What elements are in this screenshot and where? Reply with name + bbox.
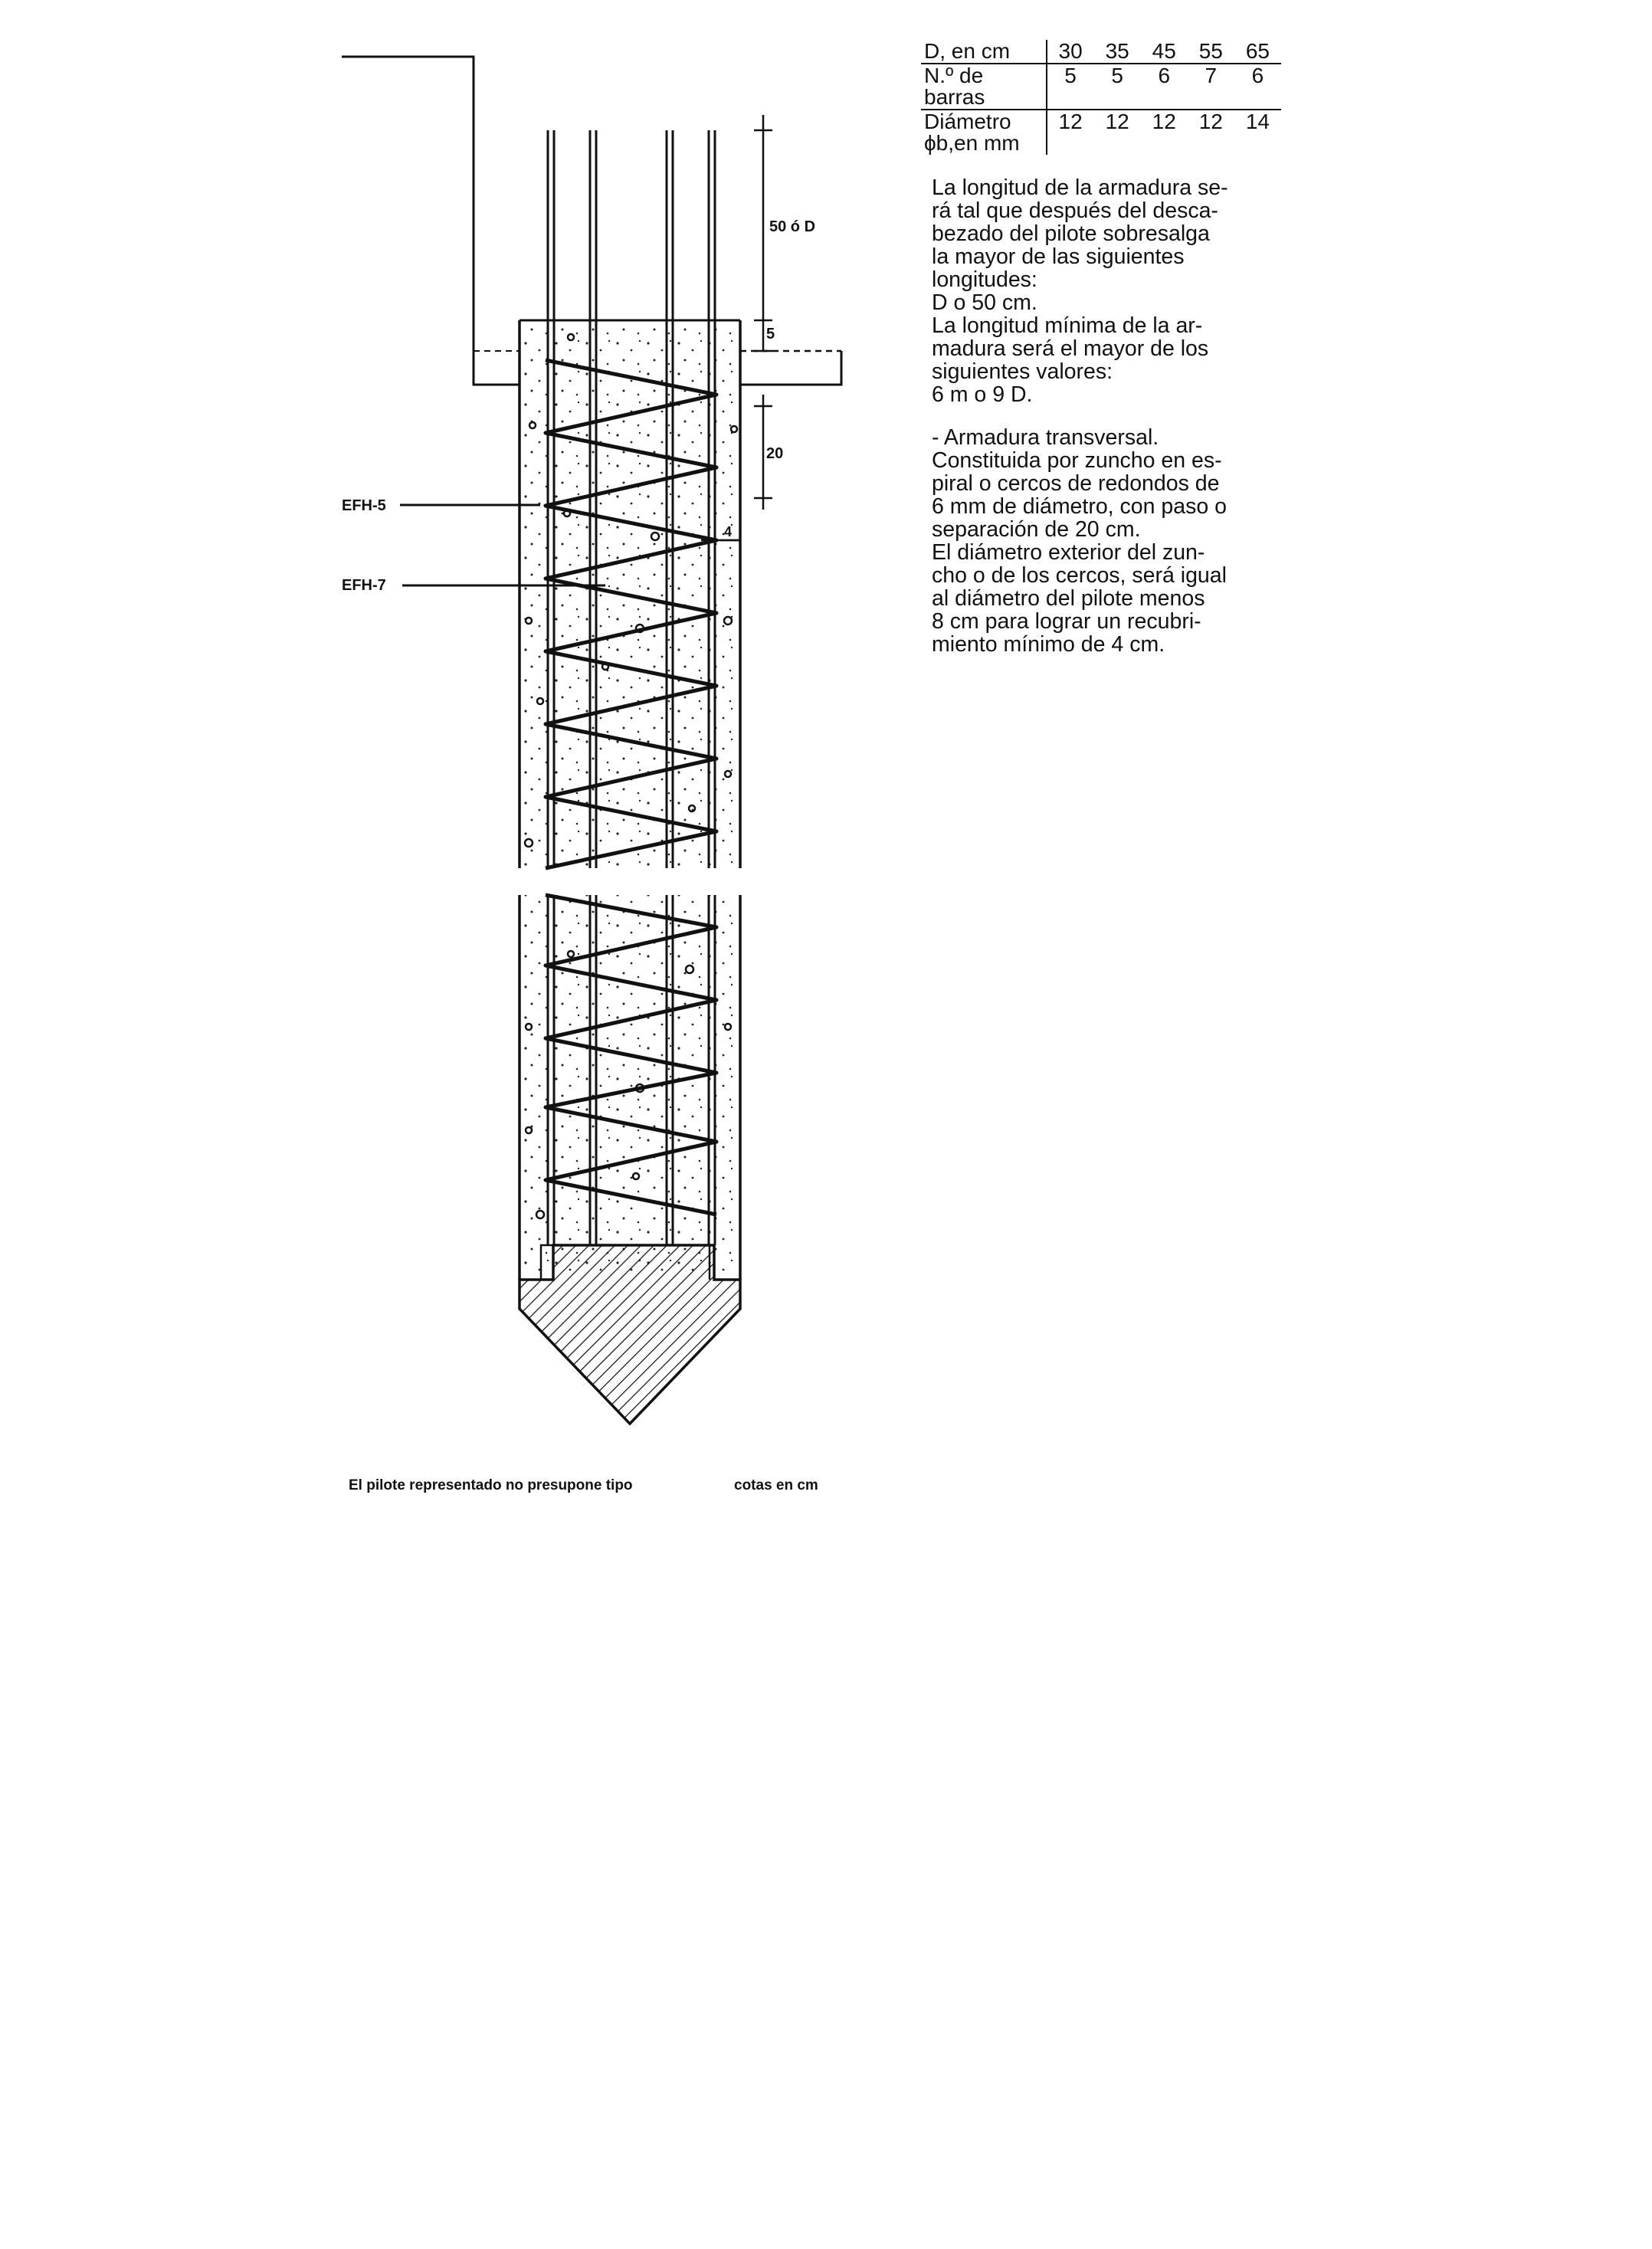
table-cell: 35 (1094, 40, 1141, 64)
table-cell: 14 (1245, 110, 1270, 133)
label-efh5: EFH-5 (342, 497, 386, 514)
table-cell: 5 (1094, 64, 1141, 110)
table-row-header: N.º de barras (921, 64, 1047, 110)
table-cell: 6 (1141, 64, 1188, 110)
label-efh7: EFH-7 (342, 577, 386, 594)
caption-left: El pilote representado no presupone tipo (349, 1477, 633, 1493)
notes-paragraph-length: La longitud de la armadura se- rá tal que después del desca- bezado del pilote sobresalga la mayor de las siguientes longitudes: D o 50 cm. La longitud mínima de la ar- madura será el mayor de los siguientes valores: 6 m o 9 D. (932, 175, 1228, 407)
table-row (921, 110, 1281, 155)
table-cell: 65 (1234, 40, 1281, 64)
dim-top-text: 50 ó D (769, 218, 816, 235)
table-row (921, 40, 1281, 64)
table-cell: 6 (1234, 64, 1281, 110)
table-cell: 12 (1152, 110, 1176, 133)
table-row (921, 64, 1281, 110)
table-cell: 12 (1058, 110, 1083, 133)
notes-paragraph-transverse: - Armadura transversal. Constituida por zuncho en es- piral o cercos de redondos de 6 mm de diámetro, con paso o separación de 20 cm. El diámetro exterior del zun- cho o de los cercos, será igual al diámetro del pilote menos 8 cm para lograr un recubri- miento mínimo de 4 cm. (932, 425, 1227, 657)
table-cell: 30 (1047, 40, 1094, 64)
table-cell: 55 (1188, 40, 1234, 64)
table-cell: 5 (1047, 64, 1094, 110)
table-cell: 45 (1141, 40, 1188, 64)
dim-pitch-text: 20 (766, 445, 784, 462)
table-cell: 12 (1198, 110, 1223, 133)
caption-right: cotas en cm (734, 1477, 818, 1493)
dim-cover-text: 4 (724, 524, 733, 539)
pile-concrete-lower (520, 895, 740, 1280)
table-row-header: D, en cm (921, 40, 1047, 64)
table-row-header: Diámetro ϕb,en mm (921, 110, 1047, 155)
dim-mid-text: 5 (766, 326, 775, 343)
table-cell: 7 (1188, 64, 1234, 110)
table-cell: 12 (1105, 110, 1129, 133)
pile-tip (520, 1245, 740, 1424)
bars-table (921, 40, 1281, 155)
